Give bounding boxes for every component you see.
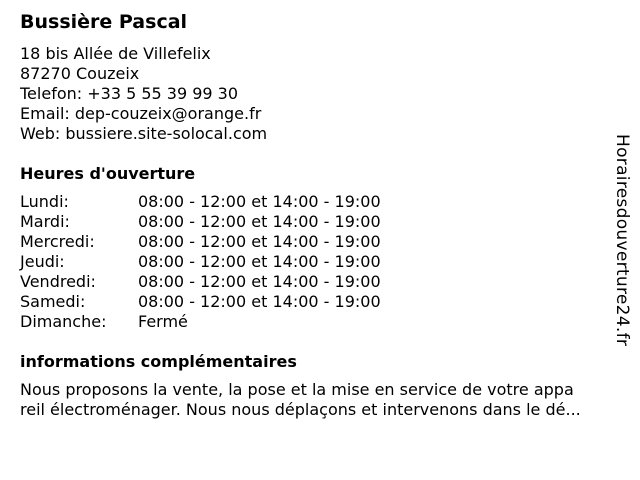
address-line2: 87270 Couzeix	[20, 64, 140, 83]
web-text: Web: bussiere.site-solocal.com	[20, 124, 268, 143]
hours-row-friday	[20, 272, 381, 292]
info-heading: informations complémentaires	[20, 352, 297, 371]
day-hours: 08:00 - 12:00 et 14:00 - 19:00	[138, 252, 381, 271]
day-label: Jeudi:	[20, 252, 65, 271]
hours-row-monday	[20, 192, 381, 212]
phone-text: Telefon: +33 5 55 39 99 30	[20, 84, 239, 103]
hours-row-thursday	[20, 252, 381, 272]
day-hours: 08:00 - 12:00 et 14:00 - 19:00	[138, 192, 381, 211]
day-label: Mercredi:	[20, 232, 95, 251]
day-label: Samedi:	[20, 292, 86, 311]
day-hours: 08:00 - 12:00 et 14:00 - 19:00	[138, 292, 381, 311]
hours-table	[20, 192, 381, 332]
day-hours: 08:00 - 12:00 et 14:00 - 19:00	[138, 232, 381, 251]
day-hours: Fermé	[138, 312, 188, 331]
hours-row-sunday	[20, 312, 381, 332]
email-text: Email: dep-couzeix@orange.fr	[20, 104, 262, 123]
business-card	[20, 10, 620, 420]
business-name: Bussière Pascal	[20, 11, 188, 33]
hours-heading: Heures d'ouverture	[20, 164, 196, 183]
info-line: Nous proposons la vente, la pose et la mise en service de votre appa	[20, 380, 574, 399]
day-hours: 08:00 - 12:00 et 14:00 - 19:00	[138, 272, 381, 291]
day-label: Mardi:	[20, 212, 70, 231]
address-line1: 18 bis Allée de Villefelix	[20, 44, 211, 63]
hours-row-wednesday	[20, 232, 381, 252]
day-label: Lundi:	[20, 192, 69, 211]
info-line: reil électroménager. Nous nous déplaçons et intervenons dans le dé...	[20, 400, 581, 419]
day-hours: 08:00 - 12:00 et 14:00 - 19:00	[138, 212, 381, 231]
day-label: Dimanche:	[20, 312, 107, 331]
site-watermark: Horairesdouverture24.fr	[612, 134, 632, 347]
day-label: Vendredi:	[20, 272, 96, 291]
hours-row-saturday	[20, 292, 381, 312]
contact-block	[20, 44, 620, 144]
info-text	[20, 380, 620, 420]
hours-row-tuesday	[20, 212, 381, 232]
